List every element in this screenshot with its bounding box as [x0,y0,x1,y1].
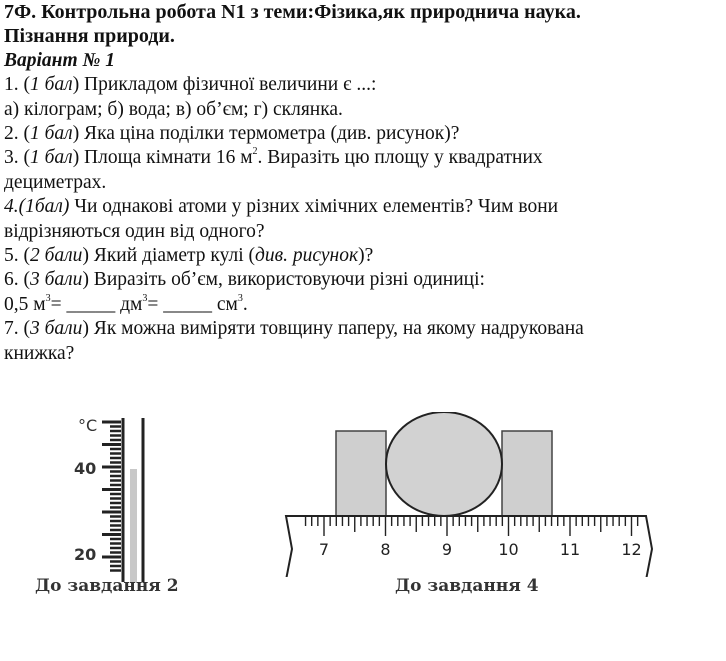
variant-label: Варіант № 1 [4,49,116,71]
document [4,0,720,366]
ruler-figure [280,412,660,612]
thermometer-liquid [130,469,137,582]
left-block [336,431,386,516]
question-6-expression: 0,5 $м^3=$ _____ $дм^3=$ _____ $см^3$. [4,292,248,315]
question-6: 6. (3 бали) Виразіть об’єм, використовуючи різні одиниці: [4,269,485,291]
ruler-caption: До завдання 4 [395,576,539,596]
thermometer-scale [102,422,121,571]
question-3-continued: дециметрах. [4,171,107,193]
question-4-continued: відрізняються один від одного? [4,220,265,242]
ruler-label-12: 12 [621,540,642,559]
thermometer-label-40: 40 [74,459,97,478]
question-5: 5. (2 бали) Який діаметр кулі (див. рисунок)? [4,245,374,267]
ruler-label-9: 9 [441,540,453,559]
thermometer-label-20: 20 [74,545,97,564]
question-4: 4.(1бал) Чи однакові атоми у різних хімічних елементів? Чим вони [4,196,559,218]
title-line-1: 7Ф. Контрольна робота N1 з теми:Фізика,як природнича наука. [4,1,581,23]
thermometer-caption: До завдання 2 [35,576,179,596]
right-block [502,431,552,516]
thermometer-drawing [30,412,220,582]
ruler-body [286,516,652,577]
thermometer-figure [30,412,220,612]
ball [386,412,502,516]
ruler-label-11: 11 [559,540,581,559]
ruler-label-10: 10 [498,540,519,559]
question-1-options: а) кілограм; б) вода; в) об’єм; г) склянка. [4,98,343,120]
ruler-label-7: 7 [318,540,330,559]
ruler-label-8: 8 [380,540,391,559]
question-3: 3. (1 бал) Площа кімнати 16 $м^2$. Виразіть цю площу у квадратних [4,146,543,169]
question-7-continued: книжка? [4,342,75,364]
title-line-2: Пізнання природи. [4,25,175,48]
ruler-drawing [280,412,660,577]
question-7: 7. (3 бали) Як можна виміряти товщину паперу, на якому надрукована [4,318,584,340]
thermometer-unit-label: °C [78,416,98,435]
question-1: 1. (1 бал) Прикладом фізичної величини є ...: [4,74,377,96]
question-2: 2. (1 бал) Яка ціна поділки термометра (див. рисунок)? [4,123,460,145]
